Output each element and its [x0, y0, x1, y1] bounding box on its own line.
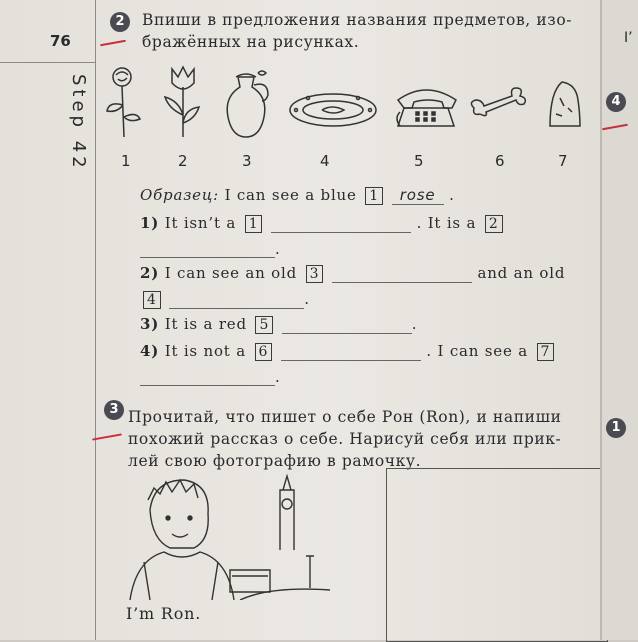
picture-number-7: 7: [558, 152, 568, 170]
sentence-3: [140, 315, 417, 334]
sentence-4: [140, 342, 557, 361]
sentence-2-number: 2): [140, 264, 160, 282]
sentence-1-number: 1): [140, 214, 160, 232]
sample-answer: rose: [392, 186, 444, 205]
picture-number-2: 2: [178, 152, 188, 170]
next-page-text: I’: [624, 30, 633, 46]
bone-icon: [470, 84, 528, 124]
sentence-4-box2: 7: [537, 343, 555, 361]
ron-caption: I’m Ron.: [126, 604, 202, 623]
sentence-2-blank2[interactable]: [169, 308, 304, 309]
sentence-3-box1: 5: [255, 316, 273, 334]
sentence-3-end: .: [411, 315, 418, 333]
telephone-icon: [392, 82, 460, 132]
sample-end: .: [449, 186, 455, 204]
sentence-4-part2: . I can see a: [426, 342, 528, 360]
exercise-3-line1: Прочитай, что пишет о себе Рон (Ron), и напиши: [128, 408, 562, 426]
exercise-2-badge: 2: [110, 12, 130, 32]
sentence-3-blank[interactable]: [282, 333, 412, 334]
red-check-mark-3: [602, 124, 628, 130]
sample-line: [140, 186, 455, 205]
margin-rule: [95, 0, 96, 640]
sentence-2-blank1[interactable]: [332, 282, 472, 283]
red-check-mark: [100, 40, 126, 46]
sentence-1-part1: It isn’t a: [164, 214, 237, 232]
sentence-2-end: .: [304, 290, 310, 308]
exercise-4-badge: 4: [606, 92, 626, 112]
page-number: 76: [50, 32, 71, 50]
tulip-icon: [160, 65, 205, 140]
ron-illustration: [120, 470, 330, 600]
header-rule: [0, 62, 95, 63]
stone-icon: [546, 78, 582, 130]
sentence-1-box2: 2: [485, 215, 503, 233]
exercise-3-badge: 3: [104, 400, 124, 420]
sentence-1-continuation: [140, 240, 281, 258]
sentence-1-blank2[interactable]: [140, 257, 275, 258]
red-check-mark-2: [92, 433, 122, 440]
picture-number-3: 3: [242, 152, 252, 170]
sentence-4-blank1[interactable]: [281, 360, 421, 361]
sample-number-box: 1: [365, 187, 383, 205]
sentence-1: [140, 214, 506, 233]
sentence-2-box2: 4: [143, 291, 161, 309]
exercise-1-badge: 1: [606, 418, 626, 438]
sentence-4-blank2[interactable]: [140, 385, 275, 386]
exercise-3-line2: похожий рассказ о себе. Нарисуй себя или прик-: [128, 430, 562, 448]
sentence-4-part1: It is not a: [164, 342, 246, 360]
sentence-4-continuation: [140, 368, 281, 386]
sample-label: Образец:: [140, 186, 219, 204]
sentence-2-part2: and an old: [477, 264, 566, 282]
sentence-3-part1: It is a red: [164, 315, 247, 333]
picture-number-6: 6: [495, 152, 505, 170]
exercise-2-heading-line1: Впиши в предложения названия предметов, изо-: [142, 11, 573, 29]
exercise-2-heading-line2: бражённых на рисунках.: [142, 33, 360, 51]
sentence-1-blank1[interactable]: [271, 232, 411, 233]
sentence-3-number: 3): [140, 315, 160, 333]
picture-number-1: 1: [121, 152, 131, 170]
sentence-2-box1: 3: [306, 265, 324, 283]
sentence-1-end: .: [275, 240, 281, 258]
jug-icon: [218, 65, 276, 140]
sentence-4-box1: 6: [255, 343, 273, 361]
picture-number-5: 5: [414, 152, 424, 170]
picture-number-4: 4: [320, 152, 330, 170]
sentence-2: [140, 264, 565, 283]
sentence-2-part1: I can see an old: [164, 264, 298, 282]
sentence-2-continuation: [140, 290, 310, 309]
next-page-edge: [600, 0, 638, 640]
step-label: Step 42: [68, 74, 89, 172]
sentence-4-end: .: [275, 368, 281, 386]
sample-text: I can see a blue: [224, 186, 357, 204]
exercise-3-line3: лей свою фотографию в рамочку.: [128, 452, 422, 470]
sentence-1-part2: . It is a: [416, 214, 477, 232]
photo-frame[interactable]: [386, 468, 608, 642]
rose-icon: [100, 65, 150, 140]
sentence-1-box1: 1: [245, 215, 263, 233]
sentence-4-number: 4): [140, 342, 160, 360]
plate-icon: [288, 90, 378, 130]
